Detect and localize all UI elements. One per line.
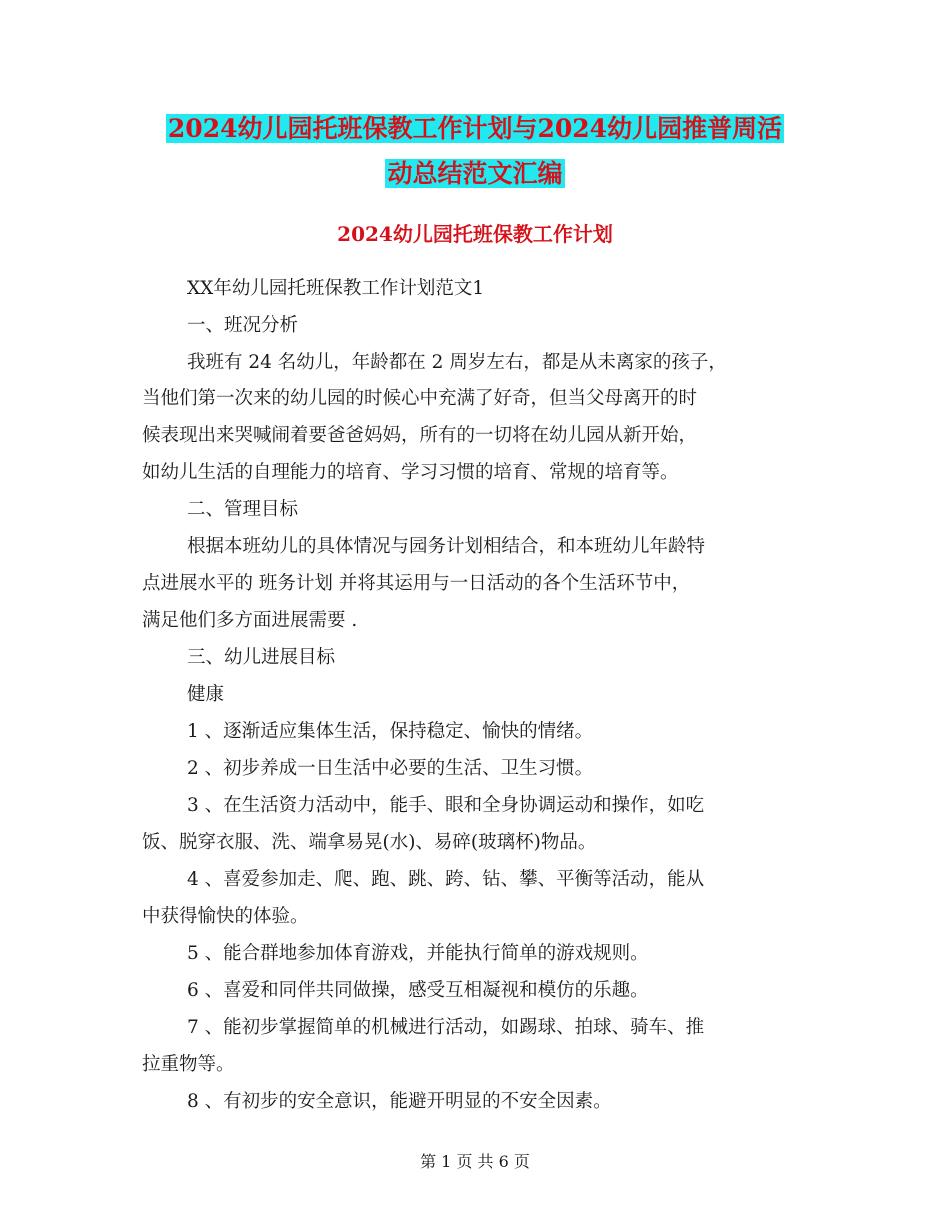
list-item-continuation: 拉重物等。 (142, 1054, 235, 1075)
heading-management-goals: 二、管理目标 (187, 499, 299, 520)
list-item: 2 、初步养成一日生活中必要的生活、卫生习惯。 (187, 758, 594, 779)
heading-health: 健康 (187, 684, 225, 705)
list-item-continuation: 饭、脱穿衣服、洗、端拿易晃(水)、易碎(玻璃杯)物品。 (142, 832, 597, 853)
paragraph-line: 如幼儿生活的自理能力的培育、学习习惯的培育、常规的培育等。 (142, 462, 679, 483)
heading-development-goals: 三、幼儿进展目标 (187, 647, 336, 668)
heading-class-analysis: 一、班况分析 (187, 315, 299, 336)
paragraph-line: 点进展水平的 班务计划 并将其运用与一日活动的各个生活环节中， (142, 573, 691, 594)
list-item: 3 、在生活资力活动中，能手、眼和全身协调运动和操作，如吃 (187, 795, 705, 816)
paragraph-line: 当他们第一次来的幼儿园的时候心中充满了好奇，但当父母离开的时 (142, 388, 698, 409)
document-title-text-2: 动总结范文汇编 (387, 159, 563, 188)
paragraph-line: 候表现出来哭喊闹着要爸爸妈妈，所有的一切将在幼儿园从新开始， (142, 425, 698, 446)
list-item: 8 、有初步的安全意识，能避开明显的不安全因素。 (187, 1091, 612, 1112)
page-footer: 第 1 页 共 6 页 (420, 1152, 530, 1171)
paragraph-line: 我班有 24 名幼儿，年龄都在 2 周岁左右，都是从未离家的孩子， (187, 352, 727, 373)
document-title-line-1 (0, 112, 950, 146)
list-item: 5 、能合群地参加体育游戏，并能执行简单的游戏规则。 (187, 943, 649, 964)
section-heading: 2024幼儿园托班保教工作计划 (337, 222, 613, 246)
plan-subtitle: XX年幼儿园托班保教工作计划范文1 (187, 278, 485, 299)
list-item: 4 、喜爱参加走、爬、跑、跳、跨、钻、攀、平衡等活动，能从 (187, 869, 705, 890)
list-item: 6 、喜爱和同伴共同做操，感受互相凝视和模仿的乐趣。 (187, 980, 649, 1001)
paragraph-line: 满足他们多方面进展需要 . (142, 610, 358, 631)
list-item: 7 、能初步掌握简单的机械进行活动，如踢球、拍球、骑车、推 (187, 1017, 705, 1038)
list-item: 1 、逐渐适应集体生活，保持稳定、愉快的情绪。 (187, 721, 594, 742)
list-item-continuation: 中获得愉快的体验。 (142, 906, 309, 927)
document-title-text-1: 2024幼儿园托班保教工作计划与2024幼儿园推普周活 (167, 114, 783, 143)
paragraph-line: 根据本班幼儿的具体情况与园务计划相结合，和本班幼儿年龄特 (187, 536, 706, 557)
document-title-line-2 (0, 157, 950, 191)
